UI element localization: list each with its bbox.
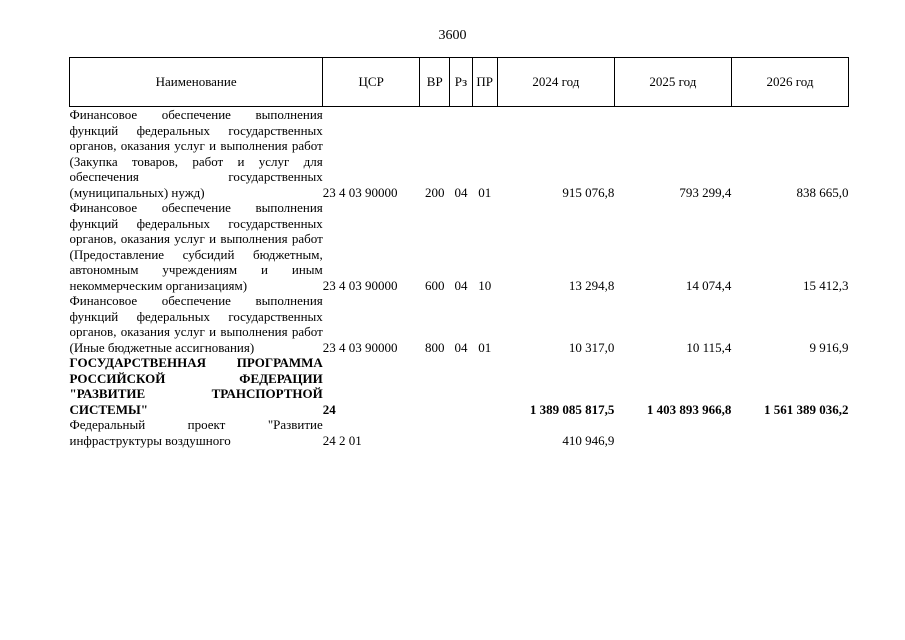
row-value-2025: 793 299,4 (679, 184, 732, 200)
row-rz (450, 417, 472, 448)
column-header-vr: ВР (420, 58, 450, 107)
row-vr: 600 (425, 277, 445, 293)
budget-table (69, 57, 849, 448)
row-value-2024: 1 389 085 817,5 (529, 401, 615, 417)
table-header (70, 58, 849, 107)
row-pr (472, 417, 497, 448)
row-value-2025 (614, 417, 731, 448)
table-row (70, 293, 849, 355)
table-row (70, 107, 849, 201)
column-header-rz: Рз (450, 58, 472, 107)
row-value-2024: 10 317,0 (568, 339, 615, 355)
table-row (70, 200, 849, 293)
row-name: Федеральный проект "Развитие инфраструктуры воздушного (69, 417, 323, 448)
row-vr (420, 417, 450, 448)
table-body (70, 107, 849, 449)
column-header-pr: ПР (472, 58, 497, 107)
row-name: ГОСУДАРСТВЕННАЯ ПРОГРАММА РОССИЙСКОЙ ФЕДЕРАЦИИ "РАЗВИТИЕ ТРАНСПОРТНОЙ СИСТЕМЫ" (69, 355, 323, 417)
row-vr (420, 355, 450, 417)
row-csr: 24 2 01 (322, 432, 362, 448)
row-rz: 04 (454, 277, 468, 293)
row-pr (472, 355, 497, 417)
row-vr: 200 (425, 184, 445, 200)
row-vr: 800 (425, 339, 445, 355)
column-header-2025: 2025 год (614, 58, 731, 107)
page-number: 3600 (438, 28, 467, 43)
column-header-2026: 2026 год (731, 58, 848, 107)
row-value-2024: 410 946,9 (562, 432, 615, 448)
row-value-2026: 9 916,9 (809, 339, 849, 355)
column-header-name: Наименование (70, 58, 323, 107)
row-value-2025: 10 115,4 (686, 339, 732, 355)
row-value-2025: 1 403 893 966,8 (646, 401, 732, 417)
row-pr: 01 (478, 339, 492, 355)
row-value-2026: 1 561 389 036,2 (764, 401, 849, 417)
row-value-2026 (731, 417, 848, 448)
table-row (70, 355, 849, 417)
row-name: Финансовое обеспечение выполнения функций федеральных государственных органов, оказания услуг и выполнения работ (Предоставление субсидий бюджетным, автономным учреждениям и иным некоммерческим организациям) (69, 200, 323, 293)
row-name: Финансовое обеспечение выполнения функций федеральных государственных органов, оказания услуг и выполнения работ (Иные бюджетные ассигнования) (69, 293, 323, 355)
row-rz: 04 (454, 339, 468, 355)
row-value-2026: 838 665,0 (796, 184, 849, 200)
table-row (70, 417, 849, 448)
row-csr: 24 (322, 401, 336, 417)
row-value-2026: 15 412,3 (803, 277, 849, 293)
row-csr: 23 4 03 90000 (322, 277, 398, 293)
row-rz (450, 355, 472, 417)
row-rz: 04 (454, 184, 468, 200)
row-pr: 01 (478, 184, 492, 200)
column-header-2024: 2024 год (497, 58, 614, 107)
row-value-2025: 14 074,4 (685, 277, 732, 293)
row-value-2024: 13 294,8 (568, 277, 615, 293)
row-pr: 10 (478, 277, 492, 293)
row-name: Финансовое обеспечение выполнения функций федеральных государственных органов, оказания услуг и выполнения работ (Закупка товаров, работ и услуг для обеспечения государственных (муниципальных) нужд) (69, 107, 323, 200)
row-csr: 23 4 03 90000 (322, 339, 398, 355)
row-csr: 23 4 03 90000 (322, 184, 398, 200)
column-header-csr: ЦСР (323, 58, 420, 107)
row-value-2024: 915 076,8 (562, 184, 615, 200)
